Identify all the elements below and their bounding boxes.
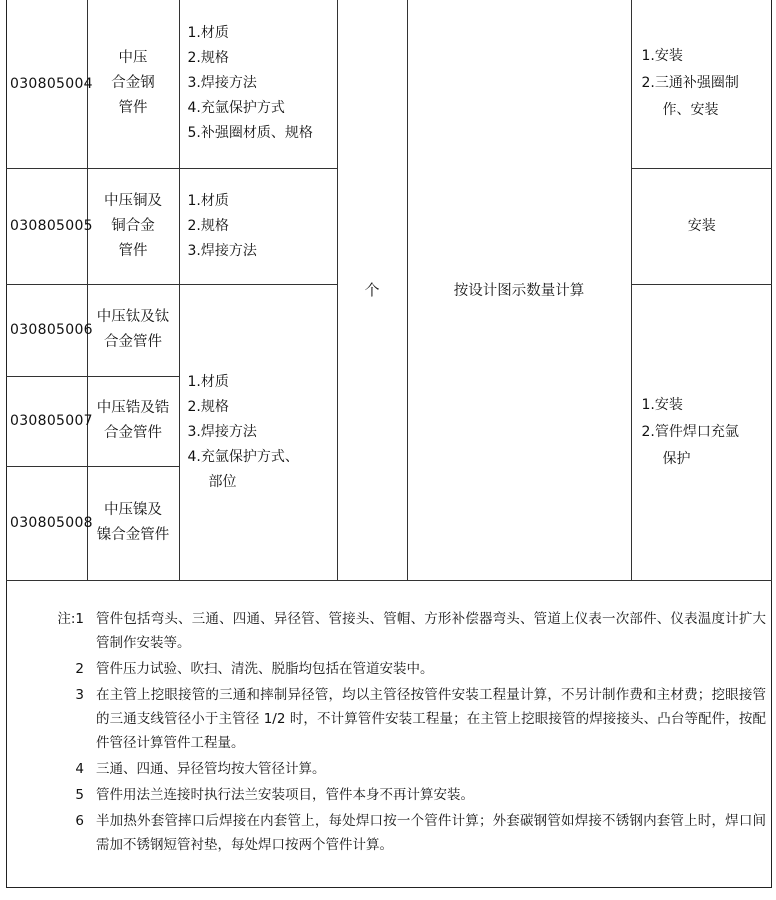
note-text: 在主管上挖眼接管的三通和摔制异径管，均以主管径按管件安装工程量计算，不另计制作费和主材费；挖眼接管的三通支线管径小于主管径 1/2 时，不计算管件安装工程量；在主管上挖眼接管的焊接接头、凸台等配件，按配件管径计算管件工程量。 bbox=[96, 687, 766, 751]
note-item bbox=[6, 809, 772, 857]
notes-section bbox=[6, 580, 772, 888]
note-number: 3 bbox=[75, 687, 84, 703]
item-code: 030805004 bbox=[6, 0, 87, 168]
note-item bbox=[6, 783, 772, 807]
quantity-rule-cell: 按设计图示数量计算 bbox=[407, 0, 631, 580]
note-item bbox=[6, 657, 772, 681]
item-name: 中压铜及 铜合金 管件 bbox=[87, 168, 179, 284]
note-item bbox=[6, 607, 772, 655]
note-text: 三通、四通、异径管均按大管径计算。 bbox=[96, 761, 326, 777]
item-features: 1.材质 2.规格 3.焊接方法 bbox=[179, 168, 337, 284]
note-number: 5 bbox=[75, 787, 84, 803]
note-number: 注:1 bbox=[57, 611, 84, 627]
note-text: 半加热外套管摔口后焊接在内套管上，每处焊口按一个管件计算；外套碳钢管如焊接不锈钢内套管上时，焊口间需加不锈钢短管衬垫，每处焊口按两个管件计算。 bbox=[96, 813, 766, 853]
work-content: 安装 bbox=[631, 168, 772, 284]
item-name: 中压钛及钛 合金管件 bbox=[87, 284, 179, 376]
note-item bbox=[6, 683, 772, 755]
note-number: 6 bbox=[75, 813, 84, 829]
note-text: 管件包括弯头、三通、四通、异径管、管接头、管帽、方形补偿器弯头、管道上仪表一次部件、仪表温度计扩大管制作安装等。 bbox=[96, 611, 766, 651]
item-code: 030805007 bbox=[6, 376, 87, 466]
item-name: 中压镍及 镍合金管件 bbox=[87, 466, 179, 580]
table-row bbox=[6, 0, 772, 168]
item-code: 030805005 bbox=[6, 168, 87, 284]
note-number: 4 bbox=[75, 761, 84, 777]
item-name: 中压锆及锆 合金管件 bbox=[87, 376, 179, 466]
shared-features: 1.材质 2.规格 3.焊接方法 4.充氩保护方式、 部位 bbox=[179, 284, 337, 580]
note-item bbox=[6, 757, 772, 781]
note-text: 管件压力试验、吹扫、清洗、脱脂均包括在管道安装中。 bbox=[96, 661, 434, 677]
note-text: 管件用法兰连接时执行法兰安装项目，管件本身不再计算安装。 bbox=[96, 787, 474, 803]
note-number: 2 bbox=[75, 661, 84, 677]
work-content: 1.安装 2.三通补强圈制 作、安装 bbox=[631, 0, 772, 168]
shared-work-content: 1.安装 2.管件焊口充氩 保护 bbox=[631, 284, 772, 580]
item-code: 030805008 bbox=[6, 466, 87, 580]
item-name: 中压 合金钢 管件 bbox=[87, 0, 179, 168]
item-code: 030805006 bbox=[6, 284, 87, 376]
unit-cell: 个 bbox=[337, 0, 407, 580]
item-features: 1.材质 2.规格 3.焊接方法 4.充氩保护方式 5.补强圈材质、规格 bbox=[179, 0, 337, 168]
pipe-fittings-table bbox=[6, 0, 772, 581]
